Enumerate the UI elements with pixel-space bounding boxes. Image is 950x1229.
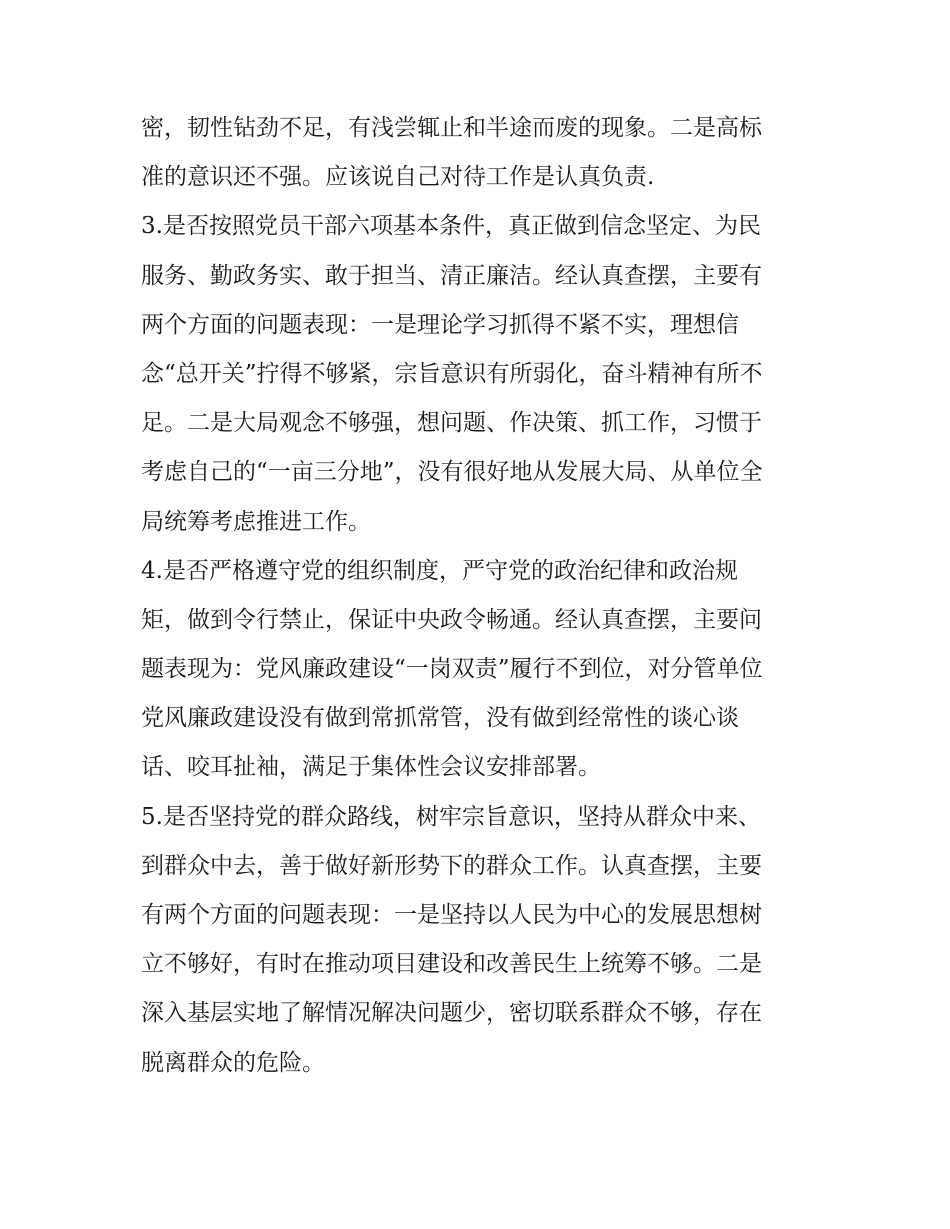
text-line: 党风廉政建设没有做到常抓常管，没有做到经常性的谈心谈 [141, 705, 739, 732]
text-line: 深入基层实地了解情况解决问题少，密切联系群众不够，存在 [141, 1000, 762, 1027]
text-line: 足。二是大局观念不够强，想问题、作决策、抓工作，习惯于 [141, 410, 762, 437]
text-line: 局统筹考虑推进工作。 [141, 508, 371, 535]
document-body [141, 104, 813, 1088]
text-line: 立不够好，有时在推动项目建设和改善民生上统筹不够。二是 [141, 951, 762, 978]
text-line: 到群众中去，善于做好新形势下的群众工作。认真查摆，主要 [141, 852, 762, 879]
text-line: 脱离群众的危险。 [141, 1049, 325, 1076]
text-line: 两个方面的问题表现：一是理论学习抓得不紧不实，理想信 [141, 311, 739, 338]
text-line: 题表现为：党风廉政建设“一岗双责”履行不到位，对分管单位 [141, 656, 763, 683]
text-line: 念“总开关”拧得不够紧，宗旨意识有所弱化，奋斗精神有所不 [141, 360, 763, 387]
text-line: 矩，做到令行禁止，保证中央政令畅通。经认真查摆，主要问 [141, 606, 762, 633]
text-line: 4.是否严格遵守党的组织制度，严守党的政治纪律和政治规 [141, 557, 738, 584]
text-line: 准的意识还不强。应该说自己对待工作是认真负责. [141, 164, 655, 191]
text-line: 密，韧性钻劲不足，有浅尝辄止和半途而废的现象。二是高标 [141, 115, 762, 141]
text-line: 5.是否坚持党的群众路线，树牢宗旨意识，坚持从群众中来、 [141, 803, 761, 830]
text-line: 3.是否按照党员干部六项基本条件，真正做到信念坚定、为民 [141, 213, 761, 240]
text-line: 有两个方面的问题表现：一是坚持以人民为中心的发展思想树 [141, 902, 762, 928]
text-line: 考虑自己的“一亩三分地”，没有很好地从发展大局、从单位全 [141, 459, 763, 486]
text-line: 话、咬耳扯袖，满足于集体性会议安排部署。 [141, 754, 601, 781]
text-line: 服务、勤政务实、敢于担当、清正廉洁。经认真查摆，主要有 [141, 262, 762, 289]
